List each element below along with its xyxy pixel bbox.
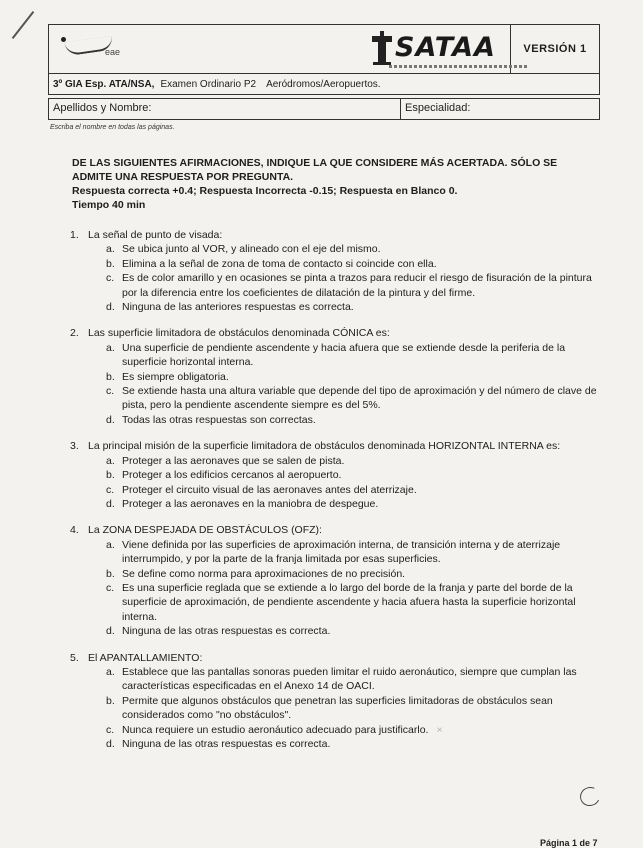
handwritten-x-mark: × [436,723,443,736]
option-text: Ninguna de las otras respuestas es correcta. [122,738,331,750]
question-3 [70,439,605,511]
exam-header [48,24,600,95]
option-text-wrap [122,581,605,624]
student-info-box [48,98,600,120]
option-text: Se ubica junto al VOR, y alineado con el eje del mismo. [122,243,381,256]
answer-option-b[interactable] [106,257,605,271]
exam-info-row [49,74,599,94]
option-text: Proteger a las aeronaves en la maniobra de despegue. [122,497,379,510]
question-text: Las superficie limitadora de obstáculos denominada CÓNICA es: [88,327,390,340]
question-title [70,439,605,453]
question-text: El APANTALLAMIENTO: [88,651,203,664]
answer-option-a[interactable] [106,454,605,468]
question-2 [70,326,605,427]
name-field[interactable] [49,99,401,119]
eae-logo [49,25,349,73]
option-text-wrap [122,300,605,314]
option-text-wrap [122,723,605,737]
option-letter: c. [106,385,115,398]
question-title [70,523,605,537]
option-text: Elimina a la señal de zona de toma de contacto si coincide con ella. [122,257,437,270]
option-letter: d. [106,625,115,638]
specialty-label: Especialidad: [405,102,471,114]
option-letter: b. [106,567,115,580]
course-label: 3º GIA Esp. ATA/NSA, [53,78,155,90]
instructions-time: Tiempo 40 min [72,199,146,211]
option-text: Ninguna de las otras respuestas es correcta. [122,625,331,638]
question-1 [70,228,605,314]
option-text-wrap [122,271,605,300]
option-text-wrap [122,413,605,427]
question-number: 2. [70,327,79,340]
name-hint: Escriba el nombre en todas las páginas. [50,124,175,131]
option-text-wrap [122,497,605,511]
question-5 [70,651,605,752]
option-text: Establece que las pantallas sonoras pueden limitar el ruido aeronáutico, siempre que cumplan las características especificadas en el Anexo 14 de OACI. [122,665,577,693]
question-text: La señal de punto de visada: [88,229,223,241]
question-4 [70,523,605,638]
option-text-wrap [122,665,605,694]
instructions [72,156,592,212]
option-letter: a. [106,538,115,551]
answer-option-a[interactable] [106,341,605,370]
option-text-wrap [122,468,605,482]
option-text: Proteger a las aeronaves que se salen de pista. [122,454,345,467]
option-text: Nunca requiere un estudio aeronáutico adecuado para justificarlo. [122,723,429,736]
option-text-wrap [122,257,605,271]
sataa-logo [349,25,511,73]
option-text-wrap [122,567,605,581]
option-text: Es siempre obligatoria. [122,370,229,383]
option-text: Ninguna de las anteriores respuestas es correcta. [122,301,354,314]
page-number: Página 1 de 7 [540,838,598,848]
option-letter: c. [106,483,115,496]
option-text: Es una superficie reglada que se extiende a lo largo del borde de la franja y parte del borde de la superficie de aproximación, de pendiente ascendente y hacia afuera hasta la superficie horizontal interna. [122,581,576,623]
option-text-wrap [122,538,605,567]
option-text-wrap [122,370,605,384]
question-title [70,326,605,340]
option-text-wrap [122,694,605,723]
option-text-wrap [122,624,605,638]
option-letter: a. [106,341,115,354]
option-text: Permite que algunos obstáculos que penetran las superficies limitadoras de obstáculos sean considerados como "no obstáculos". [122,694,553,722]
question-text: La ZONA DESPEJADA DE OBSTÁCULOS (OFZ): [88,524,322,537]
question-title [70,651,605,665]
option-text-wrap [122,341,605,370]
option-text-wrap [122,454,605,468]
name-label: Apellidos y Nombre: [53,102,152,114]
answer-option-a[interactable] [106,538,605,567]
answer-option-c[interactable] [106,271,605,300]
answer-option-a[interactable] [106,665,605,694]
option-text-wrap [122,242,605,256]
option-letter: b. [106,257,115,270]
option-text: Proteger a los edificios cercanos al aeropuerto. [122,469,342,482]
answer-option-b[interactable] [106,468,605,482]
option-letter: a. [106,665,115,678]
option-text: Una superficie de pendiente ascendente y hacia afuera que se extiende desde la periferia de la superficie horizontal interna. [122,341,566,369]
option-text: Se define como norma para aproximaciones de no precisión. [122,567,406,580]
sataa-brand: SATAA [395,32,496,63]
answer-option-d[interactable] [106,413,605,427]
option-letter: d. [106,413,115,426]
answer-option-a[interactable] [106,242,605,256]
option-letter: d. [106,301,115,314]
option-letter: d. [106,738,115,750]
option-text-wrap [122,483,605,497]
option-text: Todas las otras respuestas son correctas. [122,413,316,426]
answer-option-d[interactable] [106,624,605,638]
answer-option-c[interactable] [106,483,605,497]
option-letter: c. [106,581,115,594]
answer-option-b[interactable] [106,567,605,581]
option-text: Viene definida por las superficies de aproximación interna, de transición interna y de aterrizaje interrumpido, y por la parte de la franja limitada por esas superficies. [122,538,561,566]
question-number: 5. [70,651,79,664]
handwritten-circle-mark [577,784,602,809]
option-letter: c. [106,272,115,285]
pen-stroke [12,11,35,39]
instructions-main: DE LAS SIGUIENTES AFIRMACIONES, INDIQUE LA QUE CONSIDERE MÁS ACERTADA. SÓLO SE ADMITE UNA RESPUESTA POR PREGUNTA. [72,157,558,183]
version-label: VERSIÓN 1 [523,43,587,55]
option-letter: c. [106,723,115,736]
option-letter: b. [106,469,115,482]
option-text: Se extiende hasta una altura variable que depende del tipo de aproximación y del número de clave de pista, pero la pendiente ascendente siempre es del 5%. [122,385,597,412]
option-letter: b. [106,694,115,707]
option-letter: a. [106,243,115,256]
question-list [70,228,605,763]
option-letter: d. [106,497,115,510]
option-text: Proteger el circuito visual de las aeronaves antes del aterrizaje. [122,483,417,496]
answer-option-c[interactable] [106,384,605,413]
control-tower-icon [369,31,395,65]
option-letter: b. [106,370,115,383]
question-number: 4. [70,524,79,537]
option-text: Es de color amarillo y en ocasiones se pinta a trazos para reducir el riesgo de fisuración de la pintura por la diferencia entre los coeficientes de dilatación de la pintura y del firme. [122,272,592,299]
answer-option-b[interactable] [106,694,605,723]
answer-option-c[interactable] [106,723,605,737]
answer-option-d[interactable] [106,300,605,314]
option-text-wrap [122,384,605,413]
question-number: 3. [70,440,79,453]
answer-option-d[interactable] [106,737,605,751]
answer-option-c[interactable] [106,581,605,624]
option-text-wrap [122,737,605,751]
eae-logo-text: eae [105,47,121,57]
option-letter: a. [106,454,115,467]
question-title [70,228,605,242]
answer-option-d[interactable] [106,497,605,511]
answer-option-b[interactable] [106,370,605,384]
specialty-field[interactable] [401,99,599,119]
sataa-tagline [389,65,529,68]
question-number: 1. [70,229,79,241]
instructions-scoring: Respuesta correcta +0.4; Respuesta Incorrecta -0.15; Respuesta en Blanco 0. [72,185,458,197]
question-text: La principal misión de la superficie limitadora de obstáculos denominada HORIZONTAL INTERNA es: [88,440,561,453]
subject-label: Aeródromos/Aeropuertos. [266,78,381,90]
exam-label: Examen Ordinario P2 [160,78,257,90]
